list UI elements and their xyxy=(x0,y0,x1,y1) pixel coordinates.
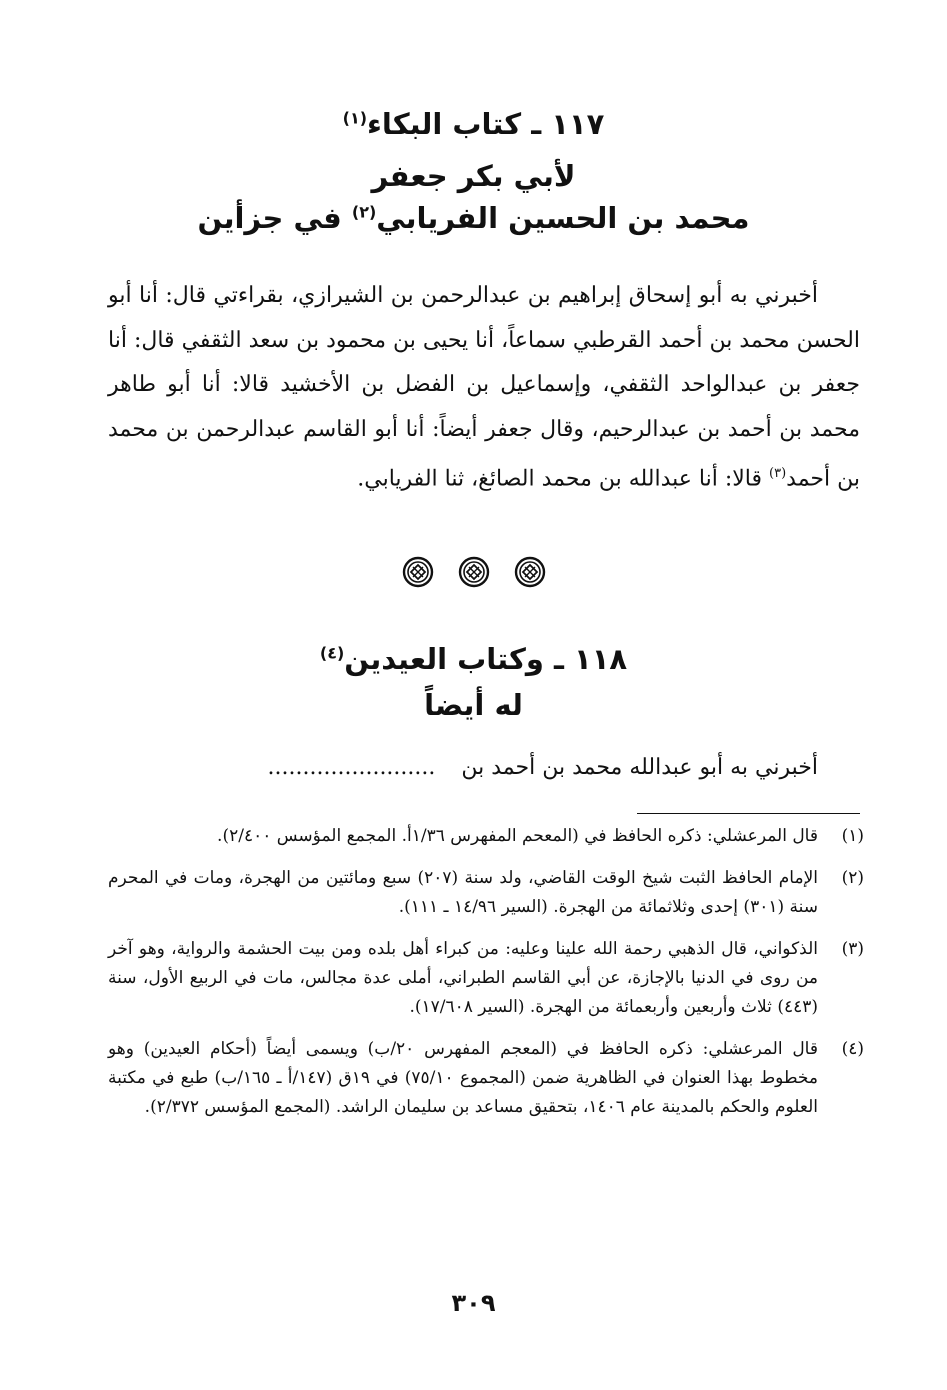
footnote-ref-3: (٣) xyxy=(769,466,787,481)
footnote-number: (١) xyxy=(841,826,864,846)
footnote-number: (٤) xyxy=(841,1039,864,1059)
footnote-text: قال المرعشلي: ذكره الحافظ في (المعجم المفهرس ٢٠/ب) ويسمى أيضاً (أحكام العيدين) وهو مخطوط بهذا العنوان في الظاهرية ضمن (المجموع ٧٥/١٠) في ١٩ق (١٤٧/أ ـ ١٦٥/ب) طبع في مكتبة العلوم والحكم بالمدينة عام ١٤٠٦، بتحقيق مساعد بن سليمان الراشد. (المجمع المؤسس ٢/٣٧٢). xyxy=(108,1039,818,1117)
footnote-text: الإمام الحافظ الثبت شيخ الوقت القاضي، ولد سنة (٢٠٧) سبع ومائتين من الهجرة، ومات في المحرم سنة (٣٠١) إحدى وثلاثمائة من الهجرة. (السير ١٤/٩٦ ـ ١١١). xyxy=(108,868,818,917)
body-117-text-b: قالا: أنا عبدالله بن محمد الصائغ، ثنا الفريابي. xyxy=(357,466,770,492)
footnote-4 xyxy=(108,1035,864,1122)
footnote-text: قال المرعشلي: ذكره الحافظ في (المعحم المفهرس ١/٣٦أ. المجمع المؤسس ٢/٤٠٠). xyxy=(217,826,818,846)
section-118-body xyxy=(108,746,860,790)
section-118-subtitle: له أيضاً xyxy=(424,688,523,722)
footnote-number: (٢) xyxy=(841,868,864,888)
section-117-title xyxy=(0,107,947,142)
footnote-ref-1: (١) xyxy=(342,108,368,128)
ornament-icon xyxy=(514,556,546,588)
footnote-ref-4: (٤) xyxy=(319,643,345,663)
footnote-1 xyxy=(108,822,864,851)
page-number: ٣٠٩ xyxy=(451,1289,496,1317)
body-118-text: أخبرني به أبو عبدالله محمد بن أحمد بن xyxy=(461,755,818,780)
footnote-3 xyxy=(108,935,864,1022)
section-117-body xyxy=(108,274,860,502)
section-117-author-line: لأبي بكر جعفر xyxy=(371,159,576,193)
section-117-author-name xyxy=(0,201,947,236)
ellipsis-dots: ........................ xyxy=(267,755,436,780)
body-117-text-a: أخبرني به أبو إسحاق إبراهيم بن عبدالرحمن بن الشيرازي، بقراءتي قال: أنا أبو الحسن محمد بن أحمد القرطبي سماعاً، أنا يحيى بن محمود بن سعد الثقفي قال: أنا جعفر بن عبدالواحد الثقفي، وإسماعيل بن الفضل بن الأخشيد قالا: أنا أبو طاهر محمد بن أحمد بن عبدالرحيم، وقال جعفر أيضاً: أنا أبو القاسم عبدالرحمن بن محمد بن أحمد xyxy=(108,283,860,492)
section-118-title-text: ١١٨ ـ وكتاب العيدين xyxy=(344,642,628,676)
section-118-title xyxy=(0,642,947,677)
parts-text: في جزأين xyxy=(197,201,352,235)
footnote-ref-2: (٢) xyxy=(351,202,377,222)
ornament-divider xyxy=(0,556,947,592)
footnote-number: (٣) xyxy=(841,939,864,959)
footnote-text: الذكواني، قال الذهبي رحمة الله علينا وعليه: من كبراء أهل بلده ومن بيت الحشمة والرواية، وهو آخر من روى في الدنيا بالإجازة، عن أبي القاسم الطبراني، أملى عدة مجالس، مات في الربيع الأول، سنة (٤٤٣) ثلاث وأربعين وأربعمائة من الهجرة. (السير ١٧/٦٠٨). xyxy=(108,939,818,1017)
footnote-separator xyxy=(637,813,860,814)
footnotes xyxy=(108,822,864,1135)
section-117-title-text: ١١٧ ـ كتاب البكاء xyxy=(367,107,605,141)
ornament-icon xyxy=(458,556,490,588)
ornament-icon xyxy=(402,556,434,588)
author-name-text: محمد بن الحسين الفريابي xyxy=(376,201,750,235)
footnote-2 xyxy=(108,864,864,922)
